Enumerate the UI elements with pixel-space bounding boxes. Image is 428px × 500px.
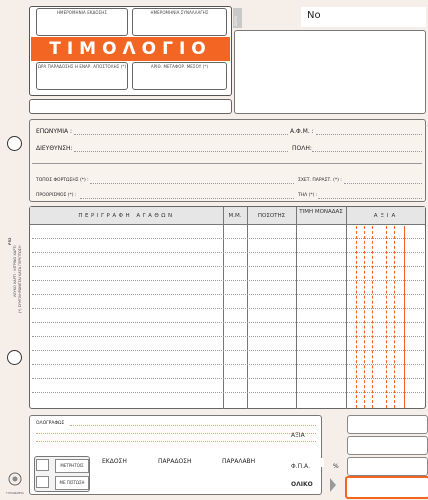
- amount-guide-2: [364, 226, 365, 408]
- amount-guide-decimal: [404, 226, 405, 408]
- credit-checkbox[interactable]: [36, 476, 49, 488]
- issued-label: ΕΚΔΟΣΗ: [102, 458, 127, 465]
- side-line-1: ΛΕΥΚΟ ΧΑΡΤΙ · ΚΙΤΡΙΝΟ ΧΑΡΤΙ: [13, 245, 17, 297]
- side-line-2: (*) ΣΥΜΠΛΗΡΩΝΕΤΑΙ ΚΑΤΑ ΠΕΡΙΠΤΩΣΗ: [18, 245, 22, 313]
- destination-line[interactable]: [80, 198, 294, 199]
- customer-name-label: ΕΠΩΝΥΜΙΑ :: [36, 128, 73, 135]
- customer-city-label: ΠΟΛΗ:: [292, 145, 312, 152]
- customer-city-line[interactable]: [312, 151, 422, 152]
- vehicle-number-label: ΑΡΙΘ. ΜΕΤΑΦΟΡ. ΜΕΣΟΥ (*): [150, 64, 209, 69]
- brand-logo-icon: [4, 470, 26, 488]
- table-row[interactable]: [32, 336, 424, 337]
- loading-place-label: ΤΟΠΟΣ ΦΟΡΤΩΣΗΣ (*) :: [36, 178, 89, 183]
- value-box[interactable]: [347, 436, 428, 455]
- series-tag-label: ΣΕΙΡΑ: [234, 16, 238, 26]
- invoice-number-field[interactable]: [301, 7, 426, 27]
- amount-guide-5: [394, 226, 395, 408]
- total-box[interactable]: [345, 476, 428, 499]
- vat-box[interactable]: [347, 457, 428, 476]
- delivery-time-field[interactable]: [36, 62, 128, 90]
- table-row[interactable]: [32, 378, 424, 379]
- binder-hole-top: [7, 136, 22, 151]
- table-row[interactable]: [32, 392, 424, 393]
- customer-address-label: ΔΙΕΥΘΥΝΣΗ:: [36, 145, 73, 152]
- total-arrow-icon: [330, 478, 336, 492]
- page-title: ΤΙΜΟΛΟΓΙΟ: [31, 37, 230, 61]
- table-row[interactable]: [32, 322, 424, 323]
- phone-line[interactable]: [318, 198, 422, 199]
- side-print-info: [8, 205, 22, 315]
- amount-in-words-label: ΟΛΟΓΡΑΦΩΣ: [36, 421, 65, 426]
- series-tag: [233, 8, 242, 28]
- header-unit: Μ.Μ.: [228, 213, 242, 219]
- value-label: ΑΞΙΑ: [291, 432, 305, 439]
- amount-in-words-line-3[interactable]: [36, 441, 316, 442]
- subtotal-box-1[interactable]: [347, 415, 428, 434]
- amount-in-words-line-2[interactable]: [36, 433, 316, 434]
- vehicle-number-field[interactable]: [132, 62, 227, 90]
- cash-checkbox[interactable]: [36, 459, 49, 471]
- table-row[interactable]: [32, 294, 424, 295]
- side-code: Ρ52: [8, 237, 12, 245]
- header-value: ΑΞΙΑ: [373, 213, 399, 219]
- header-unit-price: ΤΙΜΗ ΜΟΝΑΔΑΣ: [299, 209, 343, 215]
- transaction-date-field[interactable]: [132, 8, 227, 36]
- customer-address-line[interactable]: [74, 151, 288, 152]
- vat-percent: %: [333, 463, 339, 470]
- credit-button[interactable]: ΜΕ ΠΙΣΤΩΣΗ: [55, 476, 89, 490]
- table-row[interactable]: [32, 280, 424, 281]
- customer-divider: [32, 163, 422, 164]
- invoice-number-label: No: [307, 10, 321, 21]
- customer-block: [29, 119, 426, 202]
- brand-name: TYPOGRAPHIA: [6, 492, 24, 495]
- table-row[interactable]: [32, 238, 424, 239]
- amount-in-words-line-1[interactable]: [70, 425, 316, 426]
- delivered-label: ΠΑΡΑΔΟΣΗ: [158, 458, 192, 465]
- received-label: ΠΑΡΑΛΑΒΗ: [222, 458, 256, 465]
- issue-date-field[interactable]: [36, 8, 128, 36]
- header-quantity: ΠΟΣΟΤΗΣ: [257, 213, 286, 219]
- destination-label: ΠΡΟΟΡΙΣΜΟΣ (*) :: [36, 193, 77, 198]
- table-row[interactable]: [32, 364, 424, 365]
- related-doc-line[interactable]: [344, 183, 422, 184]
- amount-guide-1: [356, 226, 357, 408]
- phone-label: ΤΗΛ (*) :: [298, 193, 318, 198]
- notes-field[interactable]: [29, 99, 232, 114]
- related-doc-label: ΣΧΕΤ. ΠΑΡΑΣΤ. (*) :: [298, 178, 342, 183]
- total-label: ΟΛΙΚΟ: [291, 481, 313, 488]
- amount-guide-3: [372, 226, 373, 408]
- customer-vat-label: Α.Φ.Μ. :: [290, 128, 314, 135]
- binder-hole-bottom: [7, 350, 22, 365]
- table-row[interactable]: [32, 350, 424, 351]
- loading-place-line[interactable]: [90, 183, 294, 184]
- issuer-info-box[interactable]: [234, 30, 426, 114]
- customer-name-line[interactable]: [74, 134, 288, 135]
- vat-rate-field[interactable]: [313, 458, 324, 467]
- header-description: ΠΕΡΙΓΡΑΦΗ ΑΓΑΘΩΝ: [78, 213, 175, 219]
- table-row[interactable]: [32, 308, 424, 309]
- table-row[interactable]: [32, 252, 424, 253]
- delivery-time-label: ΩΡΑ ΠΑΡΑΔΟΣΗΣ Η ΕΝΑΡ. ΑΠΟΣΤΟΛΗΣ (*): [37, 64, 127, 69]
- table-row[interactable]: [32, 266, 424, 267]
- brand-logo: [4, 470, 26, 494]
- amount-guide-4: [386, 226, 387, 408]
- vat-label: Φ.Π.Α.: [291, 463, 311, 470]
- customer-vat-line[interactable]: [316, 134, 422, 135]
- cash-button[interactable]: ΜΕΤΡΗΤΟΙΣ: [55, 459, 89, 473]
- transaction-date-label: ΗΜΕΡΟΜΗΝΙΑ ΣΥΝΑΛΛΑΓΗΣ: [150, 10, 209, 15]
- issue-date-label: ΗΜΕΡΟΜΗΝΙΑ ΕΚΔΟΣΗΣ: [56, 10, 108, 15]
